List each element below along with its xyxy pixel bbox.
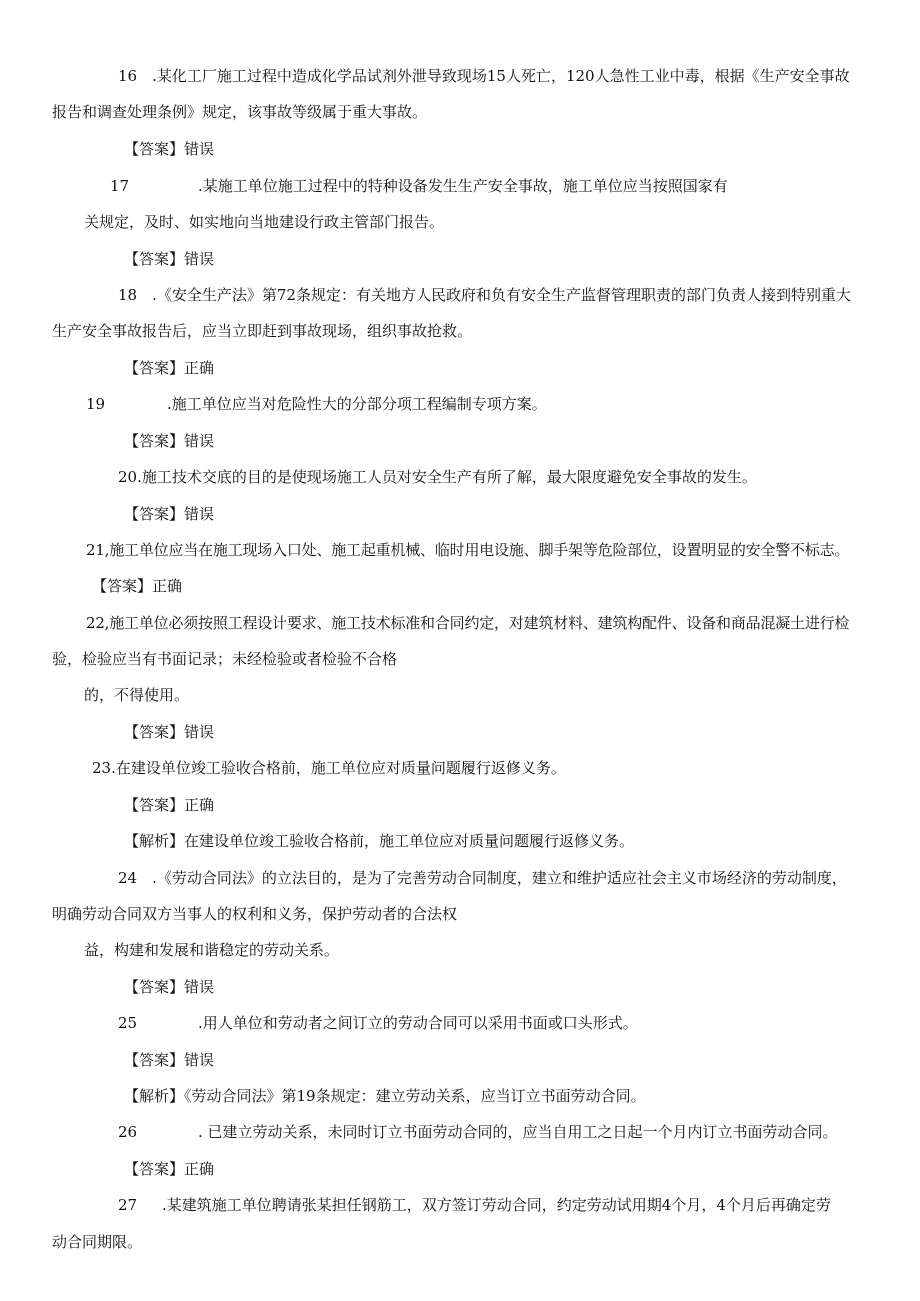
q19-answer: 【答案】错误 [124, 432, 215, 450]
q22-line1: 22,施工单位必须按照工程设计要求、施工技术标准和合同约定，对建筑材料、建筑构配件、设备和商品混凝土进行检 [86, 614, 850, 632]
q23-answer: 【答案】正确 [124, 796, 215, 814]
q25-line1: .用人单位和劳动者之间订立的劳动合同可以采用书面或口头形式。 [198, 1014, 638, 1032]
q23-line1: 23.在建设单位竣工验收合格前，施工单位应对质量问题履行返修义务。 [92, 759, 566, 777]
q17-line2: 关规定，及时、如实地向当地建设行政主管部门报告。 [84, 213, 445, 231]
q18-line2: 生产安全事故报告后，应当立即赶到事故现场，组织事故抢救。 [52, 322, 473, 340]
q18-line1: 18 .《安全生产法》第72条规定：有关地方人民政府和负有安全生产监督管理职责的部门负责人接到特别重大 [118, 286, 851, 304]
q16-line2: 报告和调查处理条例》规定，该事故等级属于重大事故。 [52, 103, 428, 121]
q26-line1: . 已建立劳动关系，未同时订立书面劳动合同的，应当自用工之日起一个月内订立书面劳动合同。 [198, 1123, 838, 1141]
q19-number: 19 [86, 395, 106, 413]
q27-line2: 动合同期限。 [52, 1233, 143, 1251]
q24-line2: 明确劳动合同双方当事人的权利和义务，保护劳动者的合法权 [52, 905, 458, 923]
q25-answer: 【答案】错误 [124, 1051, 215, 1069]
q24-line3: 益，构建和发展和谐稳定的劳动关系。 [84, 941, 340, 959]
q22-line2: 验，检验应当有书面记录；未经检验或者检验不合格 [52, 650, 398, 668]
q26-number: 26 [118, 1123, 138, 1141]
q25-number: 25 [118, 1014, 138, 1032]
q17-answer: 【答案】错误 [124, 250, 215, 268]
q26-answer: 【答案】正确 [124, 1160, 215, 1178]
q22-line3: 的，不得使用。 [84, 686, 190, 704]
q16-answer: 【答案】错误 [124, 140, 215, 158]
q27-number: 27 [118, 1196, 138, 1214]
q17-line1: .某施工单位施工过程中的特种设备发生生产安全事故，施工单位应当按照国家有 [198, 177, 728, 195]
q21-answer: 【答案】正确 [92, 577, 183, 595]
q20-answer: 【答案】错误 [124, 505, 215, 523]
q23-analysis: 【解析】在建设单位竣工验收合格前，施工单位应对质量问题履行返修义务。 [124, 832, 635, 850]
q16-line1: 16 .某化工厂施工过程中造成化学品试剂外泄导致现场15人死亡，120人急性工业中毒，根据《生产安全事故 [118, 67, 850, 85]
q17-number: 17 [110, 177, 130, 195]
q18-answer: 【答案】正确 [124, 359, 215, 377]
q24-line1: 24 .《劳动合同法》的立法目的，是为了完善劳动合同制度，建立和维护适应社会主义市场经济的劳动制度， [118, 869, 847, 887]
q21-line1: 21,施工单位应当在施工现场入口处、施工起重机械、临时用电设施、脚手架等危险部位，设置明显的安全警不标志。 [86, 541, 850, 559]
q19-line1: .施工单位应当对危险性大的分部分项工程编制专项方案。 [167, 395, 547, 413]
q25-analysis: 【解析】《劳动合同法》第19条规定：建立劳动关系，应当订立书面劳动合同。 [124, 1087, 646, 1105]
q20-line1: 20.施工技术交底的目的是使现场施工人员对安全生产有所了解，最大限度避免安全事故的发生。 [118, 468, 757, 486]
q22-answer: 【答案】错误 [124, 723, 215, 741]
q27-line1: .某建筑施工单位聘请张某担任钢筋工，双方签订劳动合同，约定劳动试用期4个月，4个月后再确定劳 [162, 1196, 831, 1214]
q24-answer: 【答案】错误 [124, 978, 215, 996]
